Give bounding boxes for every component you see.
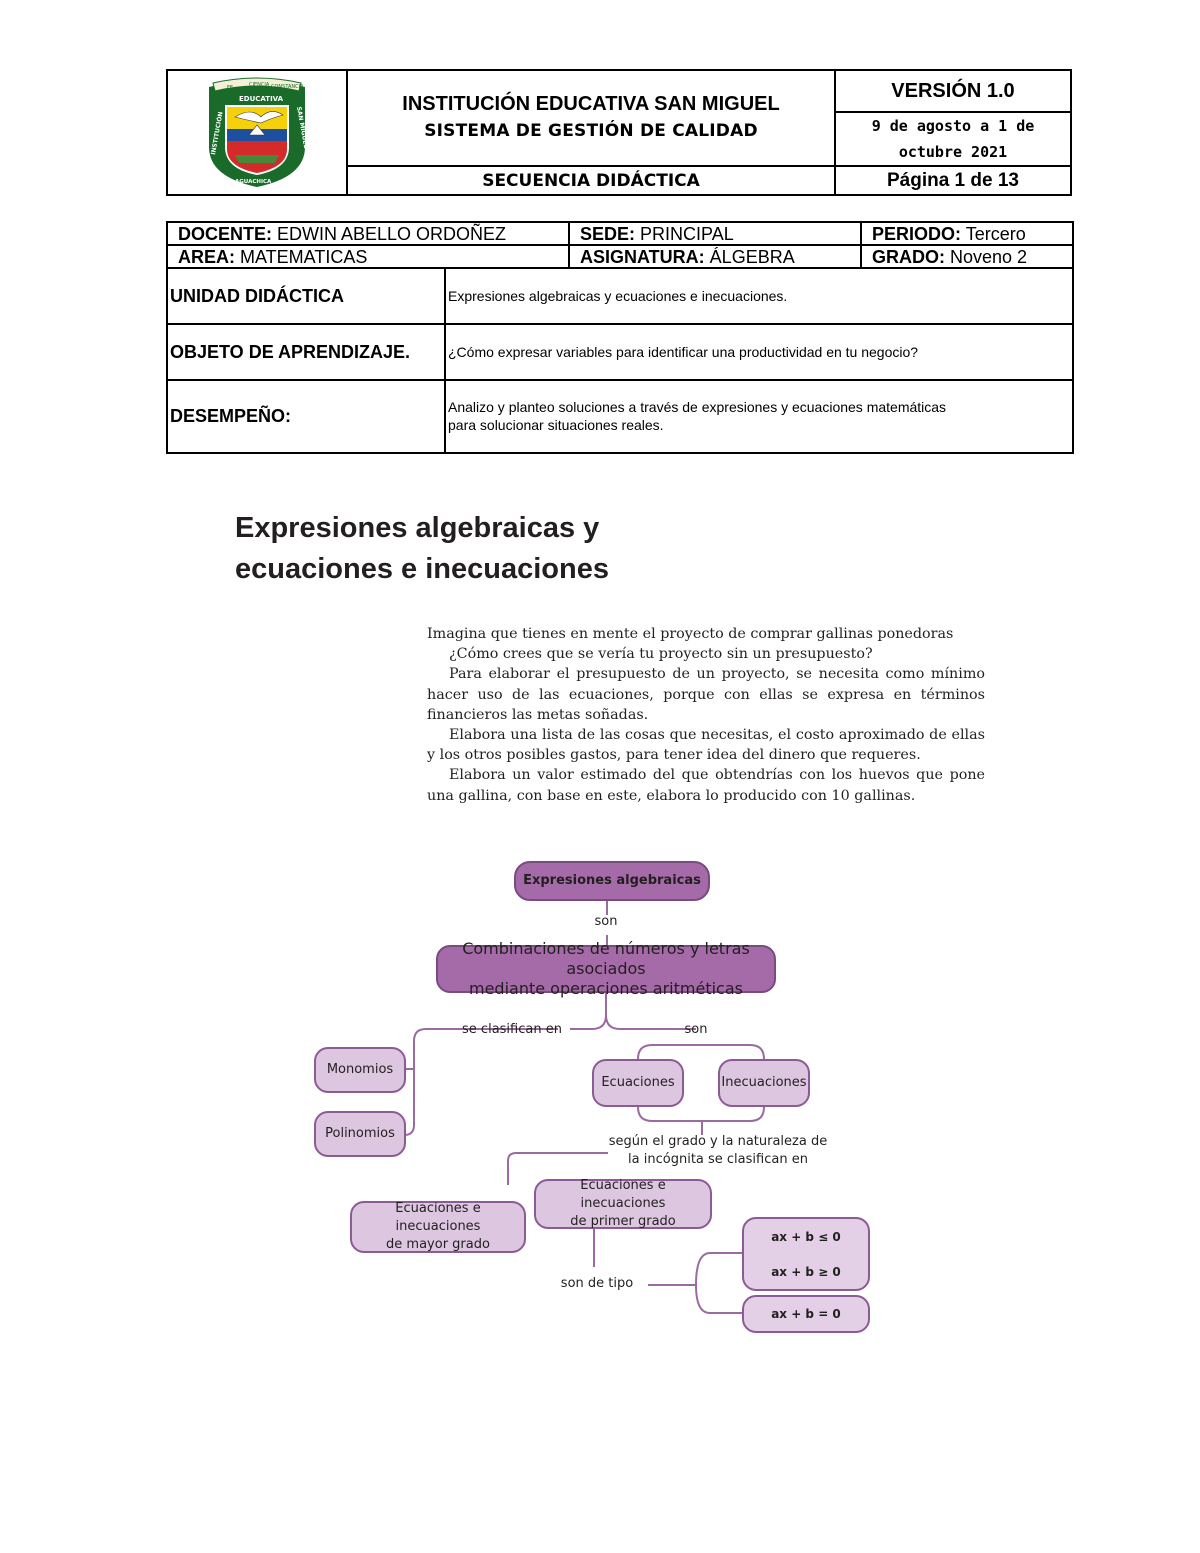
school-crest-icon (205, 77, 309, 189)
according-line-2: la incógnita se clasifican en (628, 1152, 808, 1167)
son-connector-1: son (594, 914, 618, 929)
equations-node: Ecuaciones (592, 1059, 684, 1107)
heading-line-2: ecuaciones e inecuaciones (235, 553, 609, 585)
first-degree-line-1: Ecuaciones e inecuaciones (580, 1178, 666, 1211)
ribbon-left-text: FE (227, 84, 234, 91)
learning-object-value: ¿Cómo expresar variables para identificar una productividad en tu negocio? (445, 324, 1073, 379)
quality-system-title: SISTEMA DE GESTIÓN DE CALIDAD (424, 121, 758, 141)
subject-cell (569, 245, 861, 268)
institution-name: INSTITUCIÓN EDUCATIVA SAN MIGUEL (402, 93, 780, 115)
version-cell: VERSIÓN 1.0 (835, 70, 1071, 112)
paragraph-5: Elabora un valor estimado del que obtendrías con los huevos que pone una gallina, con base en este, elabora lo producido con 10 gallinas. (427, 767, 985, 804)
area-label: AREA: (178, 246, 235, 267)
heading-line-1: Expresiones algebraicas y (235, 512, 600, 544)
first-degree-node (534, 1179, 712, 1229)
period-cell (861, 222, 1073, 245)
performance-line-2: para solucionar situaciones reales. (448, 417, 664, 434)
formula-less-equal: ax + b ≤ 0 (771, 1229, 841, 1244)
campus-label: SEDE: (580, 223, 636, 244)
intro-paragraph (427, 624, 985, 806)
polynomials-node: Polinomios (314, 1111, 406, 1157)
header-table (166, 69, 1072, 196)
paragraph-1: Imagina que tienes en mente el proyecto de comprar gallinas ponedoras (427, 626, 954, 642)
definition-line-2: mediante operaciones aritméticas (469, 979, 743, 998)
son-connector-2: son (684, 1022, 708, 1037)
paragraph-4: Elabora una lista de las cosas que necesitas, el costo aproximado de ellas y los otros posibles gastos, para tener idea del dinero que requeres. (427, 727, 985, 764)
higher-degree-node (350, 1201, 526, 1253)
date-line-2: octubre 2021 (898, 143, 1008, 161)
inequations-node: Inecuaciones (718, 1059, 810, 1107)
area-value: MATEMATICAS (235, 246, 368, 267)
paragraph-3: Para elaborar el presupuesto de un proyecto, se necesita como mínimo hacer uso de las ecuaciones, porque con ellas se expresa en términos financieros las metas soñadas. (427, 666, 985, 723)
higher-degree-line-2: de mayor grado (386, 1237, 490, 1252)
according-to-connector (600, 1133, 836, 1169)
inequality-forms-node (742, 1217, 870, 1291)
section-heading (235, 508, 609, 590)
period-value: Tercero (961, 223, 1026, 244)
logo-cell (167, 70, 347, 195)
grade-cell (861, 245, 1073, 268)
teacher-value: EDWIN ABELLO ORDOÑEZ (272, 223, 507, 244)
equation-form-node: ax + b = 0 (742, 1295, 870, 1333)
concept-map (300, 855, 900, 1345)
grade-value: Noveno 2 (945, 246, 1028, 267)
didactic-unit-value: Expresiones algebraicas y ecuaciones e inecuaciones. (445, 268, 1073, 324)
higher-degree-line-1: Ecuaciones e inecuaciones (395, 1201, 481, 1234)
performance-value (445, 380, 1073, 453)
ribbon-right-text: CONSTANCIA (271, 83, 304, 90)
learning-object-label: OBJETO DE APRENDIZAJE. (167, 324, 445, 379)
subject-label: ASIGNATURA: (580, 246, 705, 267)
didactic-unit-label: UNIDAD DIDÁCTICA (167, 268, 445, 324)
ribbon-mid-text: CIENCIA (249, 81, 270, 88)
performance-label: DESEMPEÑO: (167, 380, 445, 453)
according-line-1: según el grado y la naturaleza de (608, 1134, 828, 1149)
teacher-label: DOCENTE: (178, 223, 272, 244)
page-number-cell: Página 1 de 13 (835, 166, 1071, 195)
area-cell (167, 245, 569, 268)
definition-line-1: Combinaciones de números y letras asociados (462, 939, 750, 978)
period-label: PERIODO: (872, 223, 962, 244)
campus-value: PRINCIPAL (635, 223, 734, 244)
crest-left-text: INSTITUCIÓN (210, 110, 225, 155)
crest-right-text: SAN MIGUEL (295, 105, 309, 149)
monomials-node: Monomios (314, 1047, 406, 1093)
sequence-title-cell: SECUENCIA DIDÁCTICA (347, 166, 835, 195)
date-line-1: 9 de agosto a 1 de (871, 117, 1035, 135)
performance-line-1: Analizo y planteo soluciones a través de expresiones y ecuaciones matemáticas (448, 399, 947, 416)
date-range-cell (835, 112, 1071, 166)
crest-top-text: EDUCATIVA (239, 94, 284, 103)
teacher-cell (167, 222, 569, 245)
campus-cell (569, 222, 861, 245)
subject-value: ÁLGEBRA (704, 246, 795, 267)
course-info-table (166, 221, 1074, 454)
first-degree-line-2: de primer grado (570, 1214, 676, 1229)
paragraph-2: ¿Cómo crees que se vería tu proyecto sin un presupuesto? (449, 646, 873, 663)
grade-label: GRADO: (872, 246, 946, 267)
type-connector: son de tipo (560, 1276, 634, 1291)
formula-greater-equal: ax + b ≥ 0 (771, 1264, 841, 1279)
crest-bottom-text: AGUACHICA (235, 178, 272, 185)
definition-node (436, 939, 776, 998)
institution-title-cell (347, 70, 835, 166)
classified-in-connector: se clasifican en (462, 1022, 562, 1037)
algebraic-expressions-node: Expresiones algebraicas (514, 861, 710, 901)
